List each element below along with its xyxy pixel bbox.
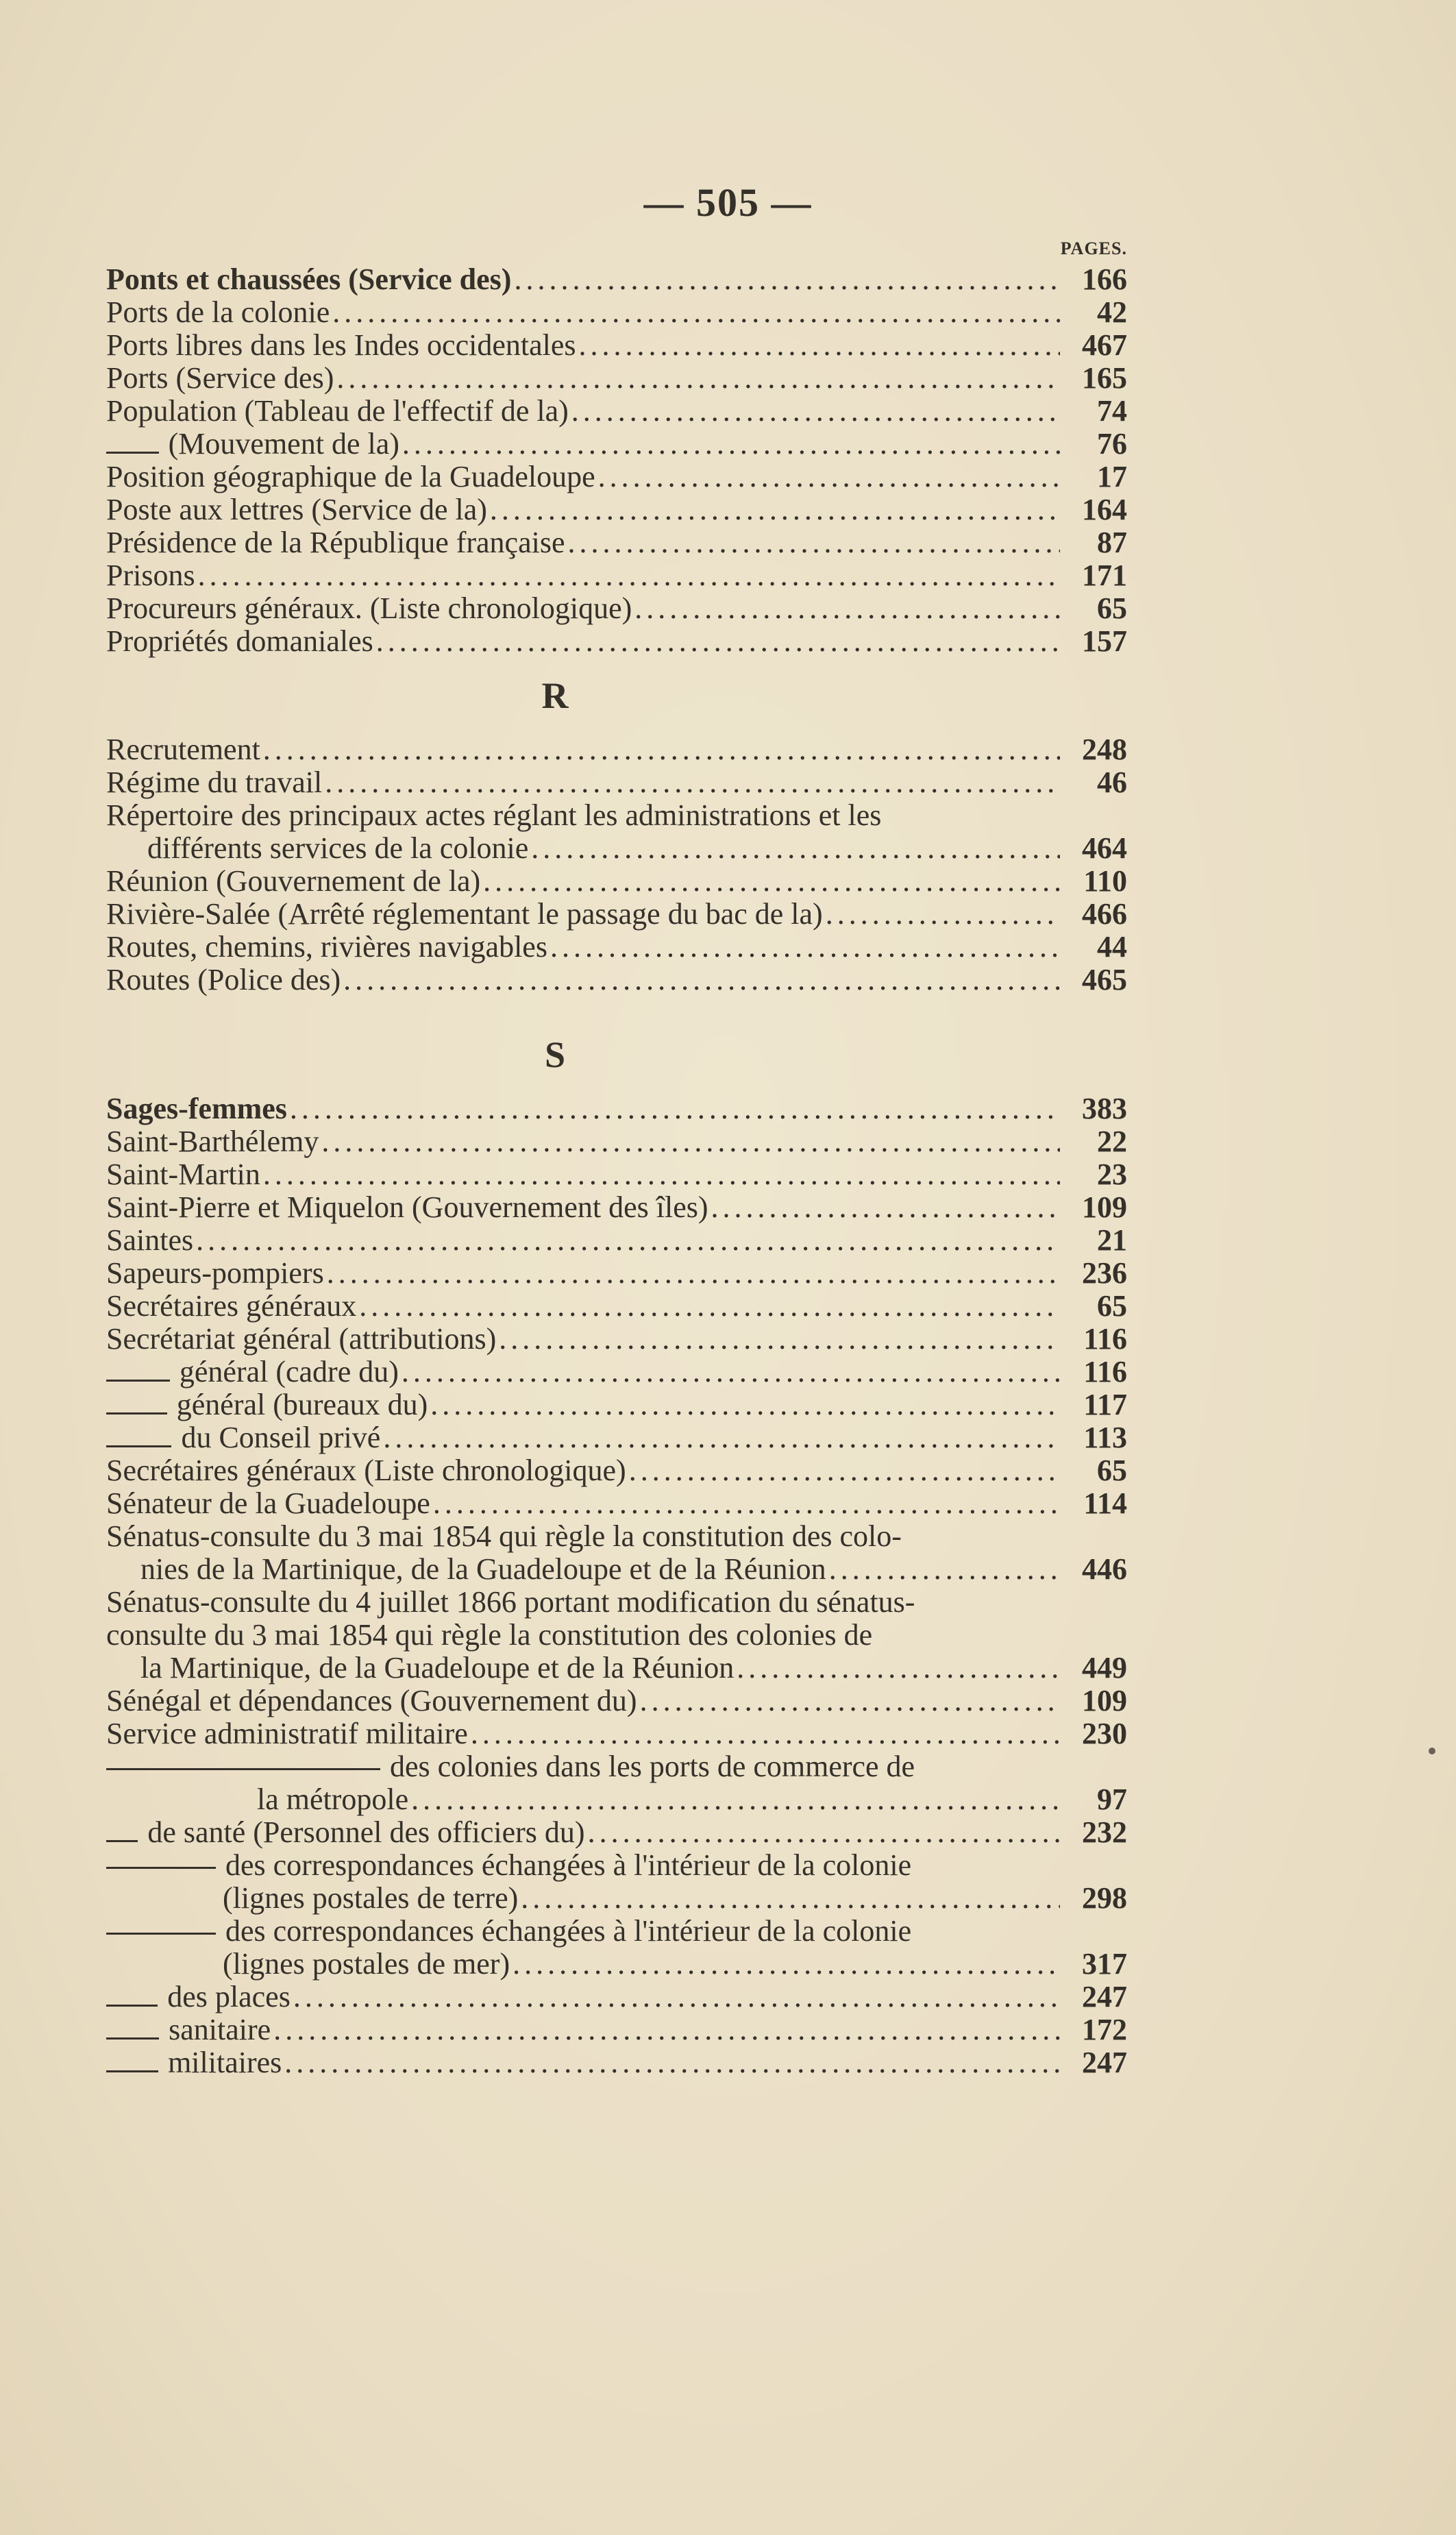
index-entry (106, 931, 1127, 964)
page-reference: 465 (1082, 963, 1127, 996)
entry-line (106, 1356, 1127, 1388)
index-entry (106, 559, 1127, 592)
page-reference: 317 (1082, 1947, 1127, 1981)
dot-leader (263, 733, 1060, 766)
entry-text: Poste aux lettres (Service de la) (106, 493, 487, 526)
dot-leader (327, 1257, 1060, 1290)
index-entry (106, 263, 1127, 296)
index-entry (106, 461, 1127, 493)
page-reference: 446 (1082, 1552, 1127, 1586)
entry-text: différents services de la colonie (147, 831, 529, 865)
page-number-header: — 505 — (643, 180, 813, 225)
index-entry (106, 395, 1127, 428)
entry-text: général (bureaux du) (176, 1388, 428, 1421)
entry-text: Saintes (106, 1223, 194, 1257)
index-entry (106, 898, 1127, 931)
index-entry (106, 493, 1127, 526)
page-reference: 87 (1097, 526, 1127, 559)
ditto-dash (106, 1380, 170, 1382)
dot-leader (336, 362, 1060, 395)
entry-line (106, 461, 1127, 493)
entry-line (106, 1981, 1127, 2013)
index-entry (106, 2013, 1127, 2046)
entry-text: militaires (168, 2046, 282, 2079)
entry-text-line: Répertoire des principaux actes réglant les administrations et les (106, 798, 882, 832)
entry-line (106, 1783, 1127, 1816)
index-entry (106, 1224, 1127, 1257)
dot-leader (514, 263, 1060, 296)
entry-line (106, 1487, 1127, 1520)
index-entry (106, 865, 1127, 898)
index-entry (106, 1158, 1127, 1191)
index-entry (106, 799, 1127, 865)
entry-text: Routes (Police des) (106, 963, 341, 996)
entry-text: Présidence de la République française (106, 526, 565, 559)
page-reference: 236 (1082, 1256, 1127, 1290)
dot-leader (471, 1717, 1060, 1750)
entry-line (106, 1882, 1127, 1915)
entry-text-line (106, 1750, 1127, 1783)
ditto-dash (106, 452, 159, 454)
entry-text-line (106, 1849, 1127, 1882)
entry-text: Propriétés domaniales (106, 624, 373, 658)
entry-line (106, 559, 1127, 592)
ditto-dash (106, 1768, 380, 1770)
index-entry (106, 362, 1127, 395)
entry-line (106, 1421, 1127, 1454)
page-reference: 23 (1097, 1158, 1127, 1191)
index-entry (106, 733, 1127, 766)
entry-line (106, 428, 1127, 461)
dot-leader (263, 1158, 1060, 1191)
page-reference: 116 (1083, 1355, 1127, 1388)
entry-line (106, 931, 1127, 964)
entry-line (106, 1685, 1127, 1717)
dot-leader (634, 592, 1060, 625)
entry-text: de santé (Personnel des officiers du) (147, 1815, 585, 1849)
dot-leader (293, 1981, 1060, 2013)
page-reference: 247 (1082, 1980, 1127, 2013)
entry-line (106, 493, 1127, 526)
page-reference: 117 (1083, 1388, 1127, 1421)
page-reference: 65 (1097, 1289, 1127, 1323)
section-p (106, 263, 1127, 658)
page-reference: 232 (1082, 1815, 1127, 1849)
entry-line (106, 1388, 1127, 1421)
dot-leader (402, 1356, 1060, 1388)
entry-text-line: Sénatus-consulte du 4 juillet 1866 portant modification du sénatus- (106, 1585, 915, 1619)
index-entry (106, 1356, 1127, 1388)
dot-leader (737, 1652, 1060, 1685)
index-entry (106, 1257, 1127, 1290)
entry-text: Sages-femmes (106, 1092, 287, 1125)
entry-line (106, 964, 1127, 996)
dot-leader (629, 1454, 1060, 1487)
page-reference: 97 (1097, 1783, 1127, 1816)
entry-text: Réunion (Gouvernement de la) (106, 864, 481, 898)
entry-text: des places (167, 1980, 291, 2013)
dot-leader (273, 2013, 1060, 2046)
dot-leader (290, 1092, 1060, 1125)
page-reference: 116 (1083, 1322, 1127, 1356)
index-entry (106, 766, 1127, 799)
page-reference: 109 (1082, 1190, 1127, 1224)
index-entry (106, 296, 1127, 329)
dot-leader (513, 1948, 1060, 1981)
entry-text: Prisons (106, 559, 195, 592)
dot-leader (531, 832, 1060, 865)
index-entry (106, 625, 1127, 658)
page-reference: 109 (1082, 1684, 1127, 1717)
index-entry (106, 1487, 1127, 1520)
index-entry (106, 1586, 1127, 1685)
entry-text: Routes, chemins, rivières navigables (106, 930, 547, 964)
entry-text: Saint-Martin (106, 1158, 260, 1191)
entry-text-line: Sénatus-consulte du 3 mai 1854 qui règle la constitution des colo- (106, 1519, 902, 1553)
ditto-dash (106, 1933, 216, 1935)
index-entry (106, 1125, 1127, 1158)
dot-leader (196, 1224, 1060, 1257)
entry-line (106, 1454, 1127, 1487)
entry-line (106, 263, 1127, 296)
entry-line (106, 1092, 1127, 1125)
dot-leader (829, 1553, 1060, 1586)
entry-line (106, 329, 1127, 362)
entry-text: nies de la Martinique, de la Guadeloupe et de la Réunion (140, 1552, 826, 1586)
entry-line (106, 395, 1127, 428)
entry-text: des correspondances échangées à l'intérieur de la colonie (225, 1848, 912, 1882)
entry-line (106, 1323, 1127, 1356)
page-reference: 466 (1082, 897, 1127, 931)
entry-line (106, 1191, 1127, 1224)
page-reference: 157 (1082, 624, 1127, 658)
entry-text: Régime du travail (106, 766, 323, 799)
dot-leader (499, 1323, 1060, 1356)
index-entry (106, 1717, 1127, 1750)
entry-text: (lignes postales de mer) (223, 1947, 510, 1981)
entry-text-line (106, 1915, 1127, 1948)
entry-line (106, 1948, 1127, 1981)
entry-text: Service administratif militaire (106, 1717, 468, 1750)
page-reference: 76 (1097, 427, 1127, 461)
entry-text: Secrétaires généraux (Liste chronologique) (106, 1454, 626, 1487)
ditto-dash (106, 1867, 216, 1869)
entry-text: Ports de la colonie (106, 295, 330, 329)
page-reference: 166 (1082, 262, 1127, 296)
index-entry (106, 1092, 1127, 1125)
index-entry (106, 1981, 1127, 2013)
index-entry (106, 1750, 1127, 1816)
dot-leader (598, 461, 1060, 493)
entry-line (106, 1125, 1127, 1158)
index-entry (106, 592, 1127, 625)
entry-text: Sénégal et dépendances (Gouvernement du) (106, 1684, 637, 1717)
entry-line (106, 1717, 1127, 1750)
entry-text: (lignes postales de terre) (223, 1881, 519, 1915)
page-reference: 74 (1097, 394, 1127, 428)
entry-text: général (cadre du) (179, 1355, 399, 1388)
entry-line (106, 296, 1127, 329)
dot-leader (402, 428, 1060, 461)
entry-line (106, 865, 1127, 898)
dot-leader (550, 931, 1060, 964)
dot-leader (411, 1783, 1060, 1816)
page-reference: 247 (1082, 2046, 1127, 2079)
ditto-dash (106, 2037, 159, 2040)
ditto-dash (106, 1840, 138, 1842)
dot-leader (579, 329, 1060, 362)
page-reference: 65 (1097, 591, 1127, 625)
dot-leader (325, 766, 1060, 799)
dot-leader (430, 1388, 1060, 1421)
page-reference: 110 (1083, 864, 1127, 898)
index-entry (106, 526, 1127, 559)
entry-line (106, 1257, 1127, 1290)
dot-leader (332, 296, 1060, 329)
entry-line (106, 733, 1127, 766)
dot-leader (359, 1290, 1060, 1323)
dot-leader (711, 1191, 1060, 1224)
section-letter-s: S (544, 1034, 566, 1075)
index-entry (106, 1849, 1127, 1915)
index-entry (106, 964, 1127, 996)
page-reference: 22 (1097, 1125, 1127, 1158)
entry-line (106, 362, 1127, 395)
section-s (106, 1092, 1127, 2079)
dot-leader (490, 493, 1060, 526)
index-entry (106, 1421, 1127, 1454)
dot-leader (343, 964, 1060, 996)
page-reference: 171 (1082, 559, 1127, 592)
page-reference: 113 (1083, 1421, 1127, 1454)
entry-line (106, 1224, 1127, 1257)
ditto-dash (106, 1445, 171, 1447)
page-reference: 464 (1082, 831, 1127, 865)
entry-line (106, 592, 1127, 625)
index-list (106, 263, 1127, 2079)
entry-line (106, 766, 1127, 799)
dot-leader (383, 1421, 1060, 1454)
index-entry (106, 428, 1127, 461)
index-entry (106, 329, 1127, 362)
page-reference: 164 (1082, 493, 1127, 526)
dot-leader (321, 1125, 1060, 1158)
page-reference: 298 (1082, 1881, 1127, 1915)
page-reference: 165 (1082, 361, 1127, 395)
entry-line (106, 898, 1127, 931)
entry-text: Saint-Barthélemy (106, 1125, 319, 1158)
section-r (106, 733, 1127, 996)
page-reference: 230 (1082, 1717, 1127, 1750)
entry-text: sanitaire (169, 2013, 271, 2046)
entry-text: la métropole (257, 1783, 409, 1816)
entry-text: Population (Tableau de l'effectif de la) (106, 394, 569, 428)
entry-text: Ports libres dans les Indes occidentales (106, 328, 576, 362)
entry-text: du Conseil privé (181, 1421, 381, 1454)
dot-leader (588, 1816, 1060, 1849)
entry-text: Secrétariat général (attributions) (106, 1322, 497, 1356)
dot-leader (376, 625, 1060, 658)
page-reference: 42 (1097, 295, 1127, 329)
index-entry (106, 1388, 1127, 1421)
entry-text: la Martinique, de la Guadeloupe et de la Réunion (140, 1651, 735, 1685)
index-entry (106, 1915, 1127, 1981)
ditto-dash (106, 2005, 158, 2007)
entry-text: Procureurs généraux. (Liste chronologique) (106, 591, 632, 625)
entry-text: Saint-Pierre et Miquelon (Gouvernement des îles) (106, 1190, 708, 1224)
entry-text: Sapeurs-pompiers (106, 1256, 324, 1290)
page-reference: 383 (1082, 1092, 1127, 1125)
pages-column-label: PAGES. (1060, 238, 1127, 258)
entry-line (106, 2013, 1127, 2046)
entry-line (106, 2046, 1127, 2079)
entry-text: Secrétaires généraux (106, 1289, 357, 1323)
page-reference: 449 (1082, 1651, 1127, 1685)
dot-leader (433, 1487, 1060, 1520)
dot-leader (826, 898, 1060, 931)
entry-text: (Mouvement de la) (168, 427, 399, 461)
entry-line (106, 1816, 1127, 1849)
entry-line (106, 1652, 1127, 1685)
ditto-dash (106, 2070, 158, 2072)
index-entry (106, 1323, 1127, 1356)
ditto-dash (106, 1412, 167, 1415)
section-letter-r: R (541, 675, 569, 716)
dot-leader (568, 526, 1061, 559)
dot-leader (571, 395, 1060, 428)
entry-line (106, 1290, 1127, 1323)
page-reference: 17 (1097, 460, 1127, 493)
index-entry (106, 1816, 1127, 1849)
paper-speck (1429, 1748, 1435, 1754)
dot-leader (284, 2046, 1060, 2079)
entry-line (106, 625, 1127, 658)
entry-text: Sénateur de la Guadeloupe (106, 1486, 430, 1520)
page-reference: 21 (1097, 1223, 1127, 1257)
dot-leader (198, 559, 1060, 592)
entry-text: des colonies dans les ports de commerce de (390, 1750, 915, 1783)
entry-text: Ports (Service des) (106, 361, 334, 395)
page-reference: 46 (1097, 766, 1127, 799)
page-reference: 172 (1082, 2013, 1127, 2046)
entry-line (106, 1553, 1127, 1586)
page-reference: 44 (1097, 930, 1127, 964)
index-entry (106, 2046, 1127, 2079)
index-entry (106, 1685, 1127, 1717)
dot-leader (483, 865, 1060, 898)
entry-line (106, 1158, 1127, 1191)
entry-text: Ponts et chaussées (Service des) (106, 262, 512, 296)
entry-line (106, 832, 1127, 865)
entry-line (106, 526, 1127, 559)
index-entry (106, 1520, 1127, 1586)
page-reference: 467 (1082, 328, 1127, 362)
entry-text: Recrutement (106, 733, 260, 766)
page-reference: 65 (1097, 1454, 1127, 1487)
entry-text: Position géographique de la Guadeloupe (106, 460, 595, 493)
index-entry (106, 1290, 1127, 1323)
entry-text: Rivière-Salée (Arrêté réglementant le passage du bac de la) (106, 897, 823, 931)
entry-text: des correspondances échangées à l'intérieur de la colonie (225, 1914, 912, 1948)
dot-leader (521, 1882, 1060, 1915)
dot-leader (640, 1685, 1060, 1717)
index-entry (106, 1454, 1127, 1487)
page-reference: 248 (1082, 733, 1127, 766)
entry-text-line: consulte du 3 mai 1854 qui règle la constitution des colonies de (106, 1618, 873, 1652)
index-entry (106, 1191, 1127, 1224)
page-reference: 114 (1083, 1486, 1127, 1520)
